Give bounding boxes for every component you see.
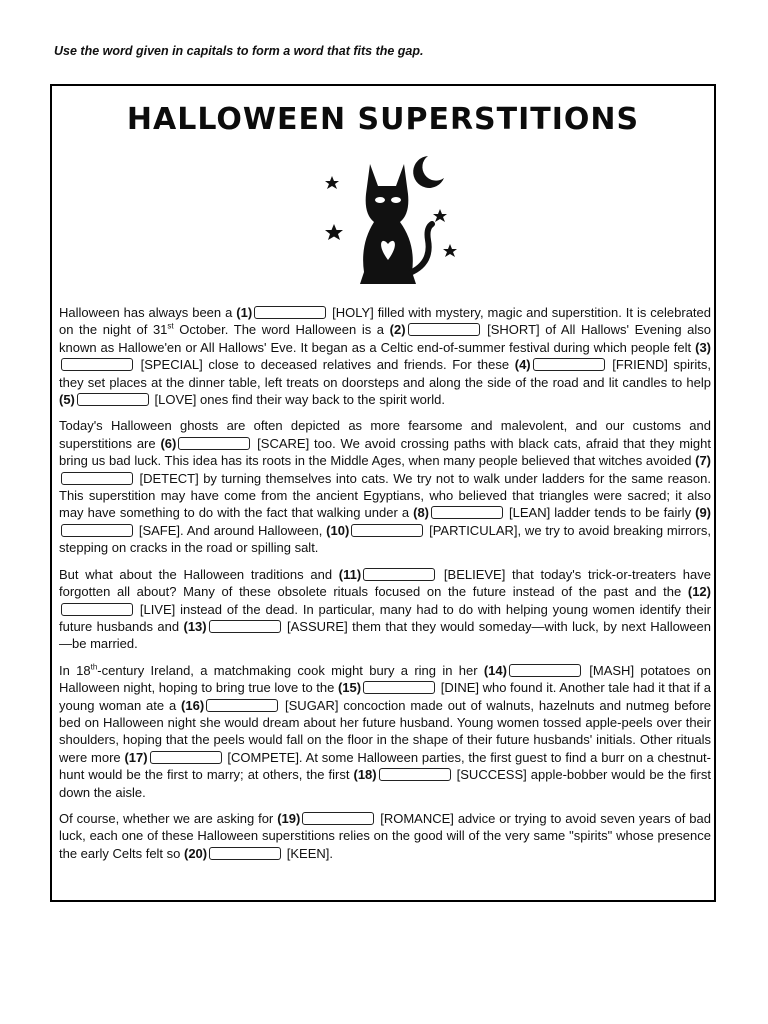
text-segment: [KEEN].: [283, 845, 333, 861]
text-segment: [LEAN] ladder tends to be fairly: [505, 505, 696, 521]
gap-answer-box-15[interactable]: [363, 681, 435, 694]
gap-number: (7): [695, 453, 711, 469]
gap-answer-box-13[interactable]: [209, 620, 281, 633]
text-segment: [SPECIAL] close to deceased relatives and friends. For these: [135, 357, 515, 373]
text-segment: But what about the Halloween traditions and: [59, 566, 339, 582]
gap-number: (8): [413, 505, 429, 521]
text-segment: [LIVE] instead of the dead. In particular, many had to do with helping young women identify their future husbands and: [59, 601, 711, 634]
gap-answer-box-20[interactable]: [209, 847, 281, 860]
text-segment: In 18: [59, 662, 91, 678]
text-segment: -century Ireland, a matchmaking cook might bury a ring in her: [97, 662, 484, 678]
gap-number: (11): [338, 566, 362, 582]
text-segment: [SHORT] of All Hallows' Evening also known as Hallowe'en or All Hallows' Eve. It began as a Celtic end-of-summer festival during which people felt: [59, 322, 711, 355]
star-icon: [433, 209, 447, 222]
gap-answer-box-3[interactable]: [61, 358, 133, 371]
gap-answer-box-5[interactable]: [77, 393, 149, 406]
gap-answer-box-14[interactable]: [509, 664, 581, 677]
gap-answer-box-6[interactable]: [178, 437, 250, 450]
text-segment: [ROMANCE] advice or trying to avoid seven years of bad luck, each one of these Halloween superstitions relies on the good will of the very same "spirits" whose presence the early Celts felt so: [59, 810, 712, 861]
text-segment: [ASSURE] them that they would someday—with luck, by next Halloween—be married.: [59, 618, 711, 652]
gap-answer-box-9[interactable]: [61, 524, 133, 537]
gap-number: (15): [337, 680, 362, 696]
paragraph-4: [59, 662, 711, 801]
text-segment: [SUGAR] concoction made out of walnuts, hazelnuts and nutmeg before bed on Halloween night she would dream about her future husband. Young women tossed apple-peels over their shoulders, hoping that the peels would fall on the floor in the shape of their future husbands' initials. Other rituals were more: [59, 697, 711, 765]
gap-answer-box-2[interactable]: [408, 323, 480, 336]
text-segment: Today's Halloween ghosts are often depicted as more fearsome and malevolent, and our customs and superstitions are: [59, 418, 711, 451]
worksheet-frame: [50, 84, 716, 902]
text-segment: [SUCCESS] apple-bobber would be the first down the aisle.: [59, 767, 711, 800]
gap-answer-box-16[interactable]: [206, 699, 278, 712]
text-segment: Of course, whether we are asking for: [59, 810, 278, 826]
text-segment: [HOLY] filled with mystery, magic and superstition. It is celebrated on the night of 31: [59, 305, 712, 338]
text-segment: [PARTICULAR], we try to avoid breaking mirrors, stepping on cracks in the road or spilling salt.: [59, 522, 711, 556]
gap-number: (10): [326, 522, 350, 538]
star-icon: [325, 224, 343, 240]
text-segment: [SAFE]. And around Halloween,: [135, 522, 327, 538]
gap-answer-box-11[interactable]: [363, 568, 435, 581]
gap-number: (2): [389, 322, 406, 338]
gap-answer-box-18[interactable]: [379, 768, 451, 781]
superscript: th: [90, 662, 98, 672]
gap-number: (20): [184, 845, 208, 861]
gap-number: (18): [353, 767, 377, 783]
gap-number: (5): [59, 392, 75, 408]
text-segment: [COMPETE]. At some Halloween parties, the first guest to find a burr on a chestnut-hunt would be the first to marry; at others, the first: [59, 749, 711, 783]
text-segment: [SCARE] too. We avoid crossing paths with black cats, afraid that they might bring us bad luck. This idea has its roots in the Middle Ages, when many people believed that witches avoided: [59, 435, 711, 469]
text-segment: October. The word Halloween is a: [173, 322, 390, 338]
worksheet-title: HALLOWEEN SUPERSTITIONS: [126, 102, 640, 137]
star-icon: [325, 176, 339, 189]
text-segment: Halloween has always been a: [59, 305, 237, 320]
paragraph-1: [59, 304, 711, 408]
gap-answer-box-1[interactable]: [254, 306, 326, 319]
instruction-text: Use the word given in capitals to form a word that fits the gap.: [54, 44, 424, 58]
moon-icon: [413, 156, 444, 188]
gap-answer-box-7[interactable]: [61, 472, 133, 485]
gap-answer-box-19[interactable]: [302, 812, 374, 825]
gap-number: (19): [277, 810, 301, 826]
paragraph-2: [59, 417, 711, 556]
gap-answer-box-8[interactable]: [431, 506, 503, 519]
gap-number: (17): [124, 749, 148, 765]
superscript: st: [167, 322, 174, 332]
gap-number: (14): [483, 662, 507, 678]
gap-number: (3): [695, 339, 711, 355]
star-icon: [443, 244, 457, 257]
gap-answer-box-4[interactable]: [533, 358, 605, 371]
worksheet-body: [59, 304, 711, 871]
text-segment: [FRIEND] spirits, they set places at the dinner table, left treats on doorsteps and along the side of the road and lit candles to help: [59, 357, 711, 390]
gap-answer-box-12[interactable]: [61, 603, 133, 616]
text-segment: [DINE] who found it. Another tale had it that if a young woman ate a: [59, 680, 711, 713]
paragraph-5: [59, 810, 711, 862]
gap-number: (12): [687, 584, 711, 600]
gap-number: (13): [183, 618, 207, 634]
gap-number: (1): [236, 305, 253, 320]
black-cat-icon: [320, 144, 460, 294]
gap-number: (9): [695, 505, 711, 521]
paragraph-3: [59, 566, 711, 653]
text-segment: [BELIEVE] that today's trick-or-treaters have forgotten all about? Many of these obsolete rituals focused on the future instead of the past and the: [59, 566, 711, 600]
text-segment: [MASH] potatoes on Halloween night, hoping to bring true love to the: [59, 662, 711, 696]
gap-number: (4): [514, 357, 531, 373]
gap-number: (6): [160, 435, 177, 451]
gap-answer-box-17[interactable]: [150, 751, 222, 764]
gap-number: (16): [181, 697, 205, 713]
gap-answer-box-10[interactable]: [351, 524, 423, 537]
text-segment: [DETECT] by turning themselves into cats. We try not to walk under ladders for the same reason. This superstition may have come from the ancient Egyptians, who believed that triangles were sacred; it also may have something to do with the fact that walking under a: [59, 470, 711, 521]
text-segment: [LOVE] ones find their way back to the spirit world.: [150, 392, 445, 408]
